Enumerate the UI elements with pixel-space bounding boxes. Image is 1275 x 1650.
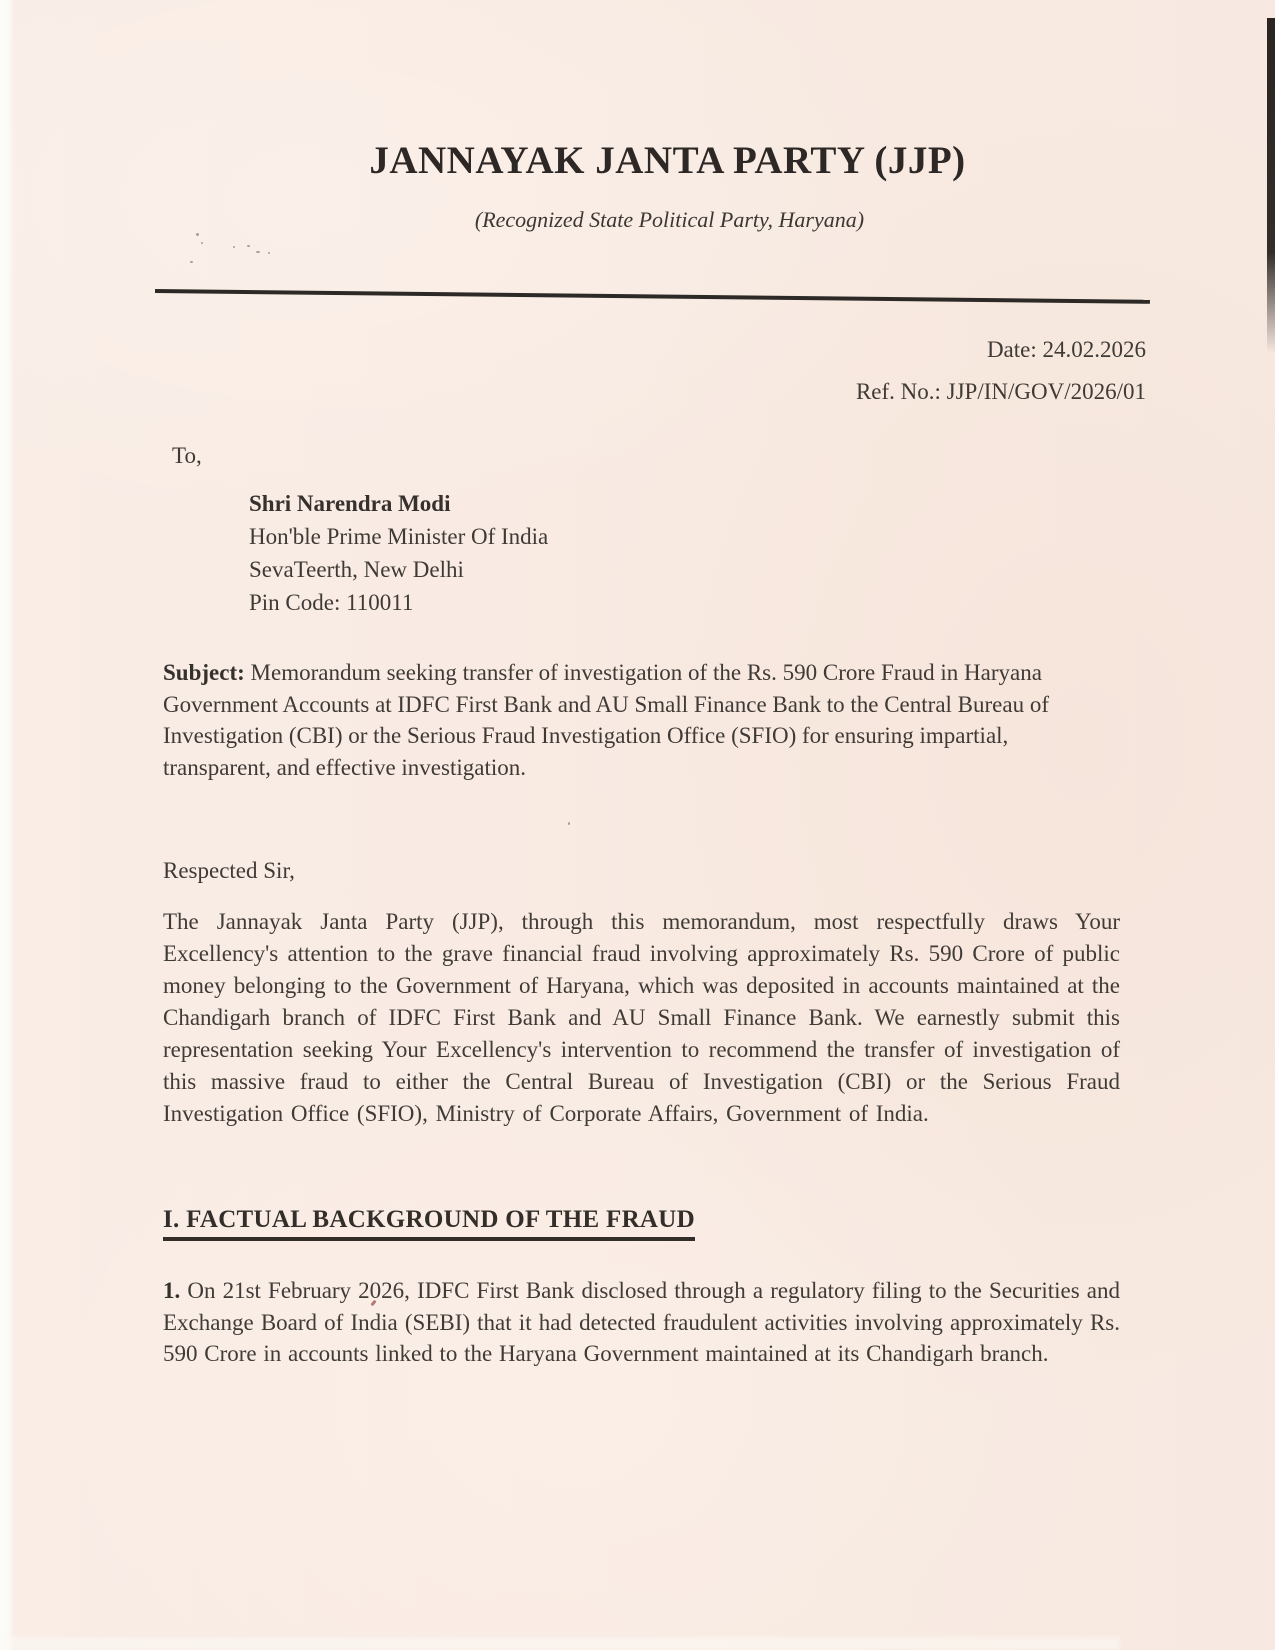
letter-ref-number: Ref. No.: JJP/IN/GOV/2026/01: [855, 379, 1146, 404]
party-name-title: JANNAYAK JANTA PARTY (JJP): [369, 139, 966, 182]
numbered-point-1: [163, 1275, 1120, 1370]
scan-left-edge: [0, 0, 14, 1650]
letter-meta: [856, 329, 1146, 413]
point-1-text: On 21st February 2026, IDFC First Bank disclosed through a regulatory filing to the Securities and Exchange Board of India (SEBI) that it had detected fraudulent activities involving approximately Rs. 590 Crore in accounts linked to the Haryana Government maintained at its Chandigarh branch.: [163, 1278, 1120, 1366]
scan-speckle: [196, 233, 199, 236]
point-1-number: 1.: [163, 1278, 181, 1303]
greeting: Respected Sir,: [163, 858, 295, 883]
party-subtitle: (Recognized State Political Party, Haryana): [474, 207, 865, 232]
subject-text: Memorandum seeking transfer of investigation of the Rs. 590 Crore Fraud in Haryana Government Accounts at IDFC First Bank and AU Small Finance Bank to the Central Bureau of Investigation (CBI) or the Serious Fraud Investigation Office (SFIO) for ensuring impartial, transparent, and effective investigation.: [163, 660, 1049, 780]
scan-speckle: [256, 251, 260, 253]
scan-speckle: [201, 242, 203, 244]
subject-line: [163, 657, 1120, 783]
recipient-salutation: To,: [172, 443, 202, 468]
section-heading-factual-background: I. FACTUAL BACKGROUND OF THE FRAUD: [163, 1206, 695, 1241]
scan-speckle: [268, 252, 270, 254]
scan-bottom-edge: [0, 1637, 1120, 1650]
body-paragraph: The Jannayak Janta Party (JJP), through this memorandum, most respectfully draws Your Excellency's attention to the grave financial fraud involving approximately Rs. 590 Crore of public money belonging to the Government of Haryana, which was deposited in accounts maintained at the Chandigarh branch of IDFC First Bank and AU Small Finance Bank. We earnestly submit this representation seeking Your Excellency's intervention to recommend the transfer of investigation of this massive fraud to either the Central Bureau of Investigation (CBI) or the Serious Fraud Investigation Office (SFIO), Ministry of Corporate Affairs, Government of India.: [163, 909, 1120, 1126]
recipient-name: Shri Narendra Modi: [249, 491, 451, 516]
scan-right-edge-shadow: [1267, 18, 1275, 353]
header-divider: [155, 289, 1150, 304]
scan-speckle: [247, 245, 250, 247]
scan-speckle: [190, 261, 193, 263]
recipient-designation: Hon'ble Prime Minister Of India: [249, 524, 549, 549]
subject-label: Subject:: [163, 660, 245, 685]
scan-speckle: [233, 246, 235, 248]
scan-speckle: [568, 822, 570, 825]
letter-date: Date: 24.02.2026: [986, 337, 1146, 362]
recipient-address-line: SevaTeerth, New Delhi: [249, 557, 464, 582]
recipient-address-block: [249, 487, 548, 619]
recipient-pincode: Pin Code: 110011: [249, 590, 414, 615]
